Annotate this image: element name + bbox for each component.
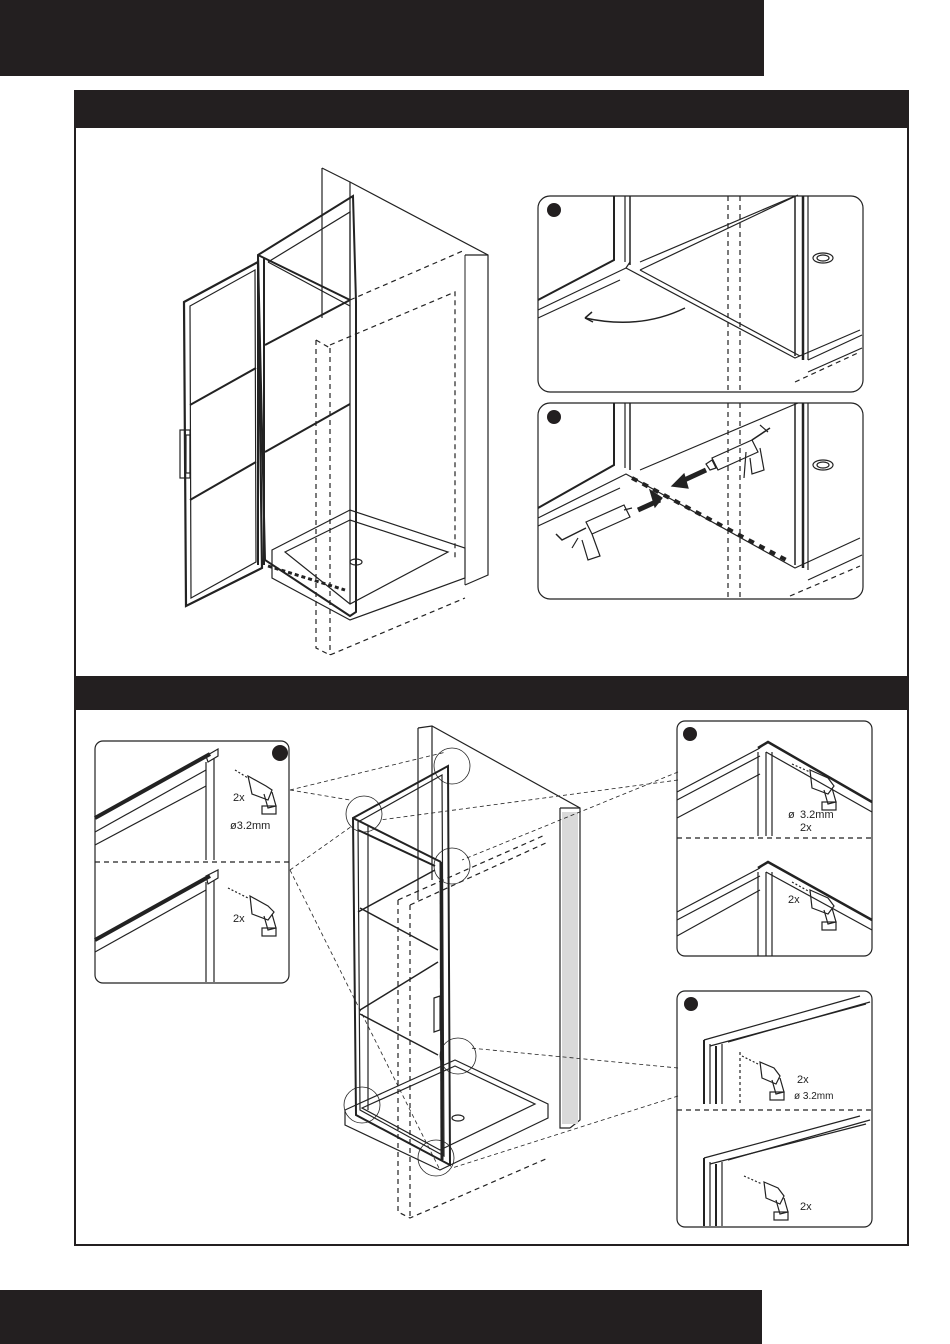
detail1-drill-count-top: 2x [800,822,812,834]
wall-shade [562,812,578,1124]
step1-detail2-badge: 2 [551,413,557,424]
detail2-drill-count-top: 2x [797,1074,809,1086]
drill-icon [742,1056,784,1100]
step2-main-illustration [290,726,678,1218]
drill-icon [744,1176,788,1220]
left-detail-drill-size: ø3.2mm [230,820,271,832]
step1-detail2-panel [538,403,863,599]
detail1-drill-size: 3.2mm [800,809,834,821]
step2-detail1-panel [677,721,872,956]
detail2-drill-count-bottom: 2x [800,1201,812,1213]
step2-detail2-panel [677,991,872,1227]
caulk-gun-icon [556,505,632,560]
caulk-gun-icon [706,425,770,478]
step2-left-detail-panel [95,741,289,983]
detail1-drill-count-bottom: 2x [788,894,800,906]
drill-icon [228,888,276,936]
step1-main-illustration [180,168,488,655]
step2-detail1-badge: 1 [687,730,693,741]
step1-detail1-badge: 1 [551,206,557,217]
detail1-drill-size-prefix: ø [788,809,795,821]
left-detail-drill-count-top: 2x [233,792,245,804]
detail2-drill-size: ø 3.2mm [794,1091,834,1102]
step1-detail1-panel [538,195,863,392]
step2-detail2-badge: 2 [688,1000,694,1011]
left-detail-drill-count-bottom: 2x [233,913,245,925]
